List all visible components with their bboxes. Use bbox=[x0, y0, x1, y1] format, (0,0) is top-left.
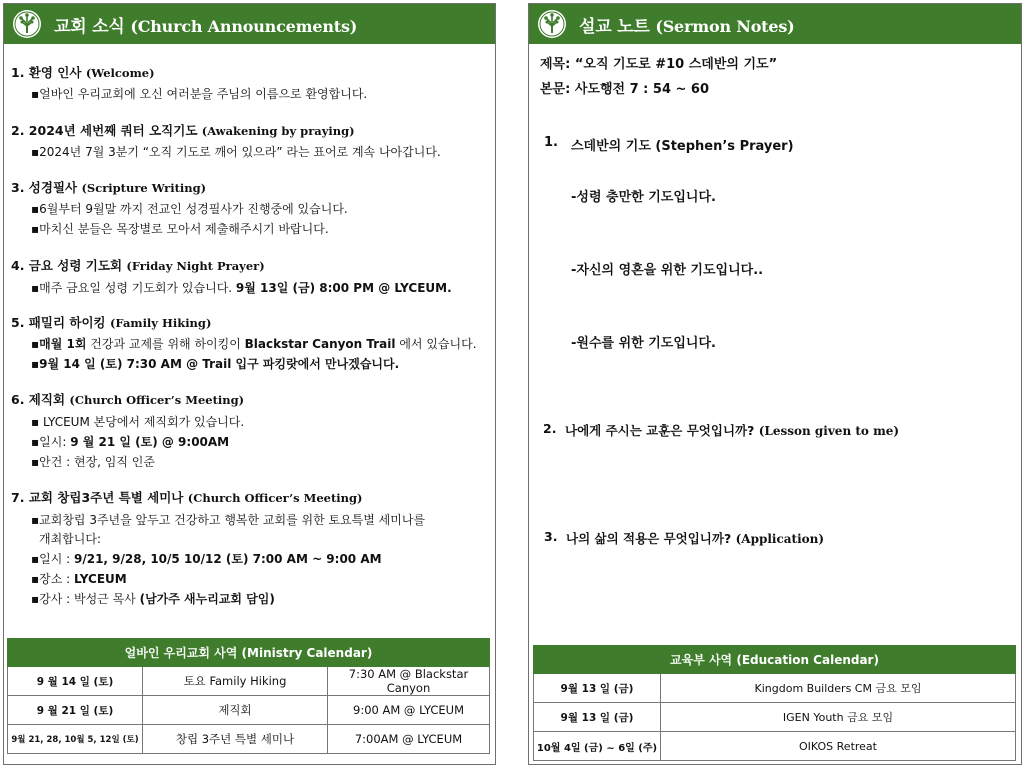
table-row bbox=[8, 696, 490, 725]
church-tree-logo-icon bbox=[537, 9, 567, 39]
bullet-item: ▪6월부터 9월말 까지 전교인 성경필사가 진행중에 있습니다. bbox=[31, 202, 348, 216]
question-2-number: 2. bbox=[543, 421, 557, 436]
section-title-en: (Church Officer’s Meeting) bbox=[187, 491, 363, 505]
bullet-text: 건강과 교제를 위해 하이킹이 bbox=[86, 337, 245, 351]
table-row bbox=[8, 725, 490, 754]
bullet-text: 안건 : 현장, 임직 인준 bbox=[39, 455, 155, 469]
bullet-text: LYCEUM 본당에서 제직회가 있습니다. bbox=[39, 415, 245, 429]
section-title-en: (Welcome) bbox=[85, 66, 155, 80]
ministry-calendar-table bbox=[7, 638, 490, 754]
question-text-ko: 나의 삶의 적용은 무엇입니까? bbox=[566, 531, 732, 546]
bullet-item: ▪교회창립 3주년을 앞두고 건강하고 행복한 교회를 위한 토요특별 세미나를 bbox=[31, 513, 426, 527]
bullet-bold-text: LYCEUM bbox=[74, 572, 127, 586]
sermon-notes-title-ko: 설교 노트 bbox=[579, 16, 650, 37]
section-title-en: (Friday Night Prayer) bbox=[126, 259, 265, 273]
calendar-event-cell: 제직회 bbox=[143, 696, 328, 725]
section-title-ko: 1. 환영 인사 bbox=[11, 65, 82, 80]
table-row bbox=[8, 667, 490, 696]
sermon-notes-title-en: (Sermon Notes) bbox=[655, 16, 795, 36]
bullet-item: ▪강사 : 박성근 목사 (남가주 새누리교회 담임) bbox=[31, 592, 275, 606]
announcements-title bbox=[54, 12, 357, 37]
announcements-title-ko: 교회 소식 bbox=[54, 16, 125, 37]
bullet-item: ▪매주 금요일 성령 기도회가 있습니다. 9월 13일 (금) 8:00 PM @ LYCEUM. bbox=[31, 281, 452, 295]
bullet-text: 일시 : bbox=[39, 552, 74, 566]
section-hiking-title bbox=[11, 313, 211, 331]
bullet-bold-text: 9/21, 9/28, 10/5 10/12 (토) 7:00 AM ~ 9:00 AM bbox=[74, 552, 382, 566]
bullet-text: 매주 금요일 성령 기도회가 있습니다. bbox=[39, 281, 236, 295]
bullet-item: ▪마치신 분들은 목장별로 모아서 제출해주시기 바랍니다. bbox=[31, 222, 329, 236]
announcements-title-en: (Church Announcements) bbox=[130, 16, 358, 36]
education-calendar-title: 교육부 사역 (Education Calendar) bbox=[534, 646, 1016, 674]
calendar-date-cell: 10월 4일 (금) ~ 6일 (주) bbox=[534, 732, 661, 761]
ministry-calendar-title: 얼바인 우리교회 사역 (Ministry Calendar) bbox=[8, 639, 490, 667]
calendar-date-cell: 9 월 14 일 (토) bbox=[8, 667, 143, 696]
calendar-event-cell: Kingdom Builders CM 금요 모임 bbox=[661, 674, 1016, 703]
bullet-text: 얼바인 우리교회에 오신 여러분을 주님의 이름으로 환영합니다. bbox=[39, 87, 368, 101]
bullet-text: 강사 : 박성근 목사 bbox=[39, 592, 140, 606]
table-row bbox=[534, 674, 1016, 703]
calendar-detail-cell: 9:00 AM @ LYCEUM bbox=[328, 696, 490, 725]
point-1-sub-3: -원수를 위한 기도입니다. bbox=[571, 336, 716, 351]
bullet-text: 개최합니다: bbox=[39, 532, 102, 546]
bullet-item: ▪2024년 7월 3분기 “오직 기도로 깨어 있으라” 라는 표어로 계속 나아갑니다. bbox=[31, 145, 441, 159]
calendar-event-cell: 창립 3주년 특별 세미나 bbox=[143, 725, 328, 754]
bullet-text: 장소 : bbox=[39, 572, 74, 586]
bullet-item: ▪ LYCEUM 본당에서 제직회가 있습니다. bbox=[31, 415, 245, 429]
question-3 bbox=[566, 529, 824, 547]
bullet-item: ▪장소 : LYCEUM bbox=[31, 572, 127, 586]
section-title-ko: 3. 성경필사 bbox=[11, 180, 78, 195]
question-text-en: (Application) bbox=[735, 532, 825, 546]
bullet-text: 일시: bbox=[39, 435, 71, 449]
bullet-bold-text: 9월 14 일 (토) 7:30 AM @ Trail 입구 파킹랏에서 만나겠습니다. bbox=[39, 357, 400, 371]
education-calendar-table bbox=[533, 645, 1016, 761]
bullet-text: 에서 있습니다. bbox=[395, 337, 477, 351]
calendar-date-cell: 9월 21, 28, 10월 5, 12일 (토) bbox=[8, 725, 143, 754]
section-scripture-title bbox=[11, 178, 206, 196]
section-title-en: (Scripture Writing) bbox=[81, 181, 207, 195]
calendar-event-cell: IGEN Youth 금요 모임 bbox=[661, 703, 1016, 732]
bullet-bold-text: 9월 13일 (금) 8:00 PM @ LYCEUM. bbox=[235, 281, 452, 295]
calendar-date-cell: 9월 13 일 (금) bbox=[534, 674, 661, 703]
announcements-header bbox=[4, 4, 495, 44]
calendar-date-cell: 9월 13 일 (금) bbox=[534, 703, 661, 732]
question-text-en: (Lesson given to me) bbox=[758, 424, 900, 438]
section-title-en: (Family Hiking) bbox=[109, 316, 212, 330]
calendar-header-row bbox=[8, 639, 490, 667]
point-1-number: 1. bbox=[544, 135, 558, 150]
sermon-notes-title bbox=[579, 12, 795, 37]
announcements-panel bbox=[3, 3, 496, 765]
point-1-heading: 스데반의 기도 (Stephen’s Prayer) bbox=[571, 139, 794, 154]
bullet-text: 교회창립 3주년을 앞두고 건강하고 행복한 교회를 위한 토요특별 세미나를 bbox=[39, 513, 426, 527]
church-tree-logo-icon bbox=[12, 9, 42, 39]
bullet-item: ▪얼바인 우리교회에 오신 여러분을 주님의 이름으로 환영합니다. bbox=[31, 87, 368, 101]
section-title-ko: 2. 2024년 세번째 쿼터 오직기도 bbox=[11, 123, 198, 138]
section-awakening-title bbox=[11, 121, 355, 139]
bullet-item: ▪안건 : 현장, 임직 인준 bbox=[31, 455, 155, 469]
sermon-notes-header bbox=[529, 4, 1021, 44]
section-seminar-title bbox=[11, 488, 363, 506]
question-text-ko: 나에게 주시는 교훈은 무엇입니까? bbox=[565, 423, 755, 438]
bullet-bold-text: (남가주 새누리교회 담임) bbox=[139, 592, 275, 606]
bullet-text: 6월부터 9월말 까지 전교인 성경필사가 진행중에 있습니다. bbox=[39, 202, 348, 216]
calendar-detail-cell: 7:30 AM @ Blackstar Canyon bbox=[328, 667, 490, 696]
section-friday-prayer-title bbox=[11, 256, 265, 274]
calendar-event-cell: OIKOS Retreat bbox=[661, 732, 1016, 761]
bullet-item: ▪매월 1회 건강과 교제를 위해 하이킹이 Blackstar Canyon Trail 에서 있습니다. bbox=[31, 337, 477, 351]
section-officers-meeting-title bbox=[11, 390, 244, 408]
section-title-ko: 7. 교회 창립3주년 특별 세미나 bbox=[11, 490, 184, 505]
bullet-item: ▪일시: 9 월 21 일 (토) @ 9:00AM bbox=[31, 435, 230, 449]
calendar-detail-cell: 7:00AM @ LYCEUM bbox=[328, 725, 490, 754]
bullet-text: 마치신 분들은 목장별로 모아서 제출해주시기 바랍니다. bbox=[39, 222, 329, 236]
section-welcome-title bbox=[11, 63, 155, 81]
bullet-bold-text: 9 월 21 일 (토) @ 9:00AM bbox=[70, 435, 230, 449]
calendar-header-row bbox=[534, 646, 1016, 674]
question-3-number: 3. bbox=[544, 529, 558, 544]
bullet-item: ▪9월 14 일 (토) 7:30 AM @ Trail 입구 파킹랏에서 만나겠습니다. bbox=[31, 357, 400, 371]
sermon-passage-line: 본문: 사도행전 7 : 54 ~ 60 bbox=[540, 82, 710, 97]
bullet-bold-text: Blackstar Canyon Trail bbox=[244, 337, 396, 351]
section-title-en: (Church Officer’s Meeting) bbox=[69, 393, 245, 407]
section-title-en: (Awakening by praying) bbox=[201, 124, 355, 138]
sermon-notes-panel bbox=[528, 3, 1022, 765]
bullet-item: ▪일시 : 9/21, 9/28, 10/5 10/12 (토) 7:00 AM ~ 9:00 AM bbox=[31, 552, 382, 566]
bullet-text: 2024년 7월 3분기 “오직 기도로 깨어 있으라” 라는 표어로 계속 나아갑니다. bbox=[39, 145, 441, 159]
question-2 bbox=[565, 421, 899, 439]
bullet-continuation bbox=[39, 530, 101, 547]
calendar-event-cell: 토요 Family Hiking bbox=[143, 667, 328, 696]
point-1-sub-1: -성령 충만한 기도입니다. bbox=[571, 190, 716, 205]
table-row bbox=[534, 732, 1016, 761]
section-title-ko: 5. 패밀리 하이킹 bbox=[11, 315, 106, 330]
sermon-title-line: 제목: “오직 기도로 #10 스데반의 기도” bbox=[540, 57, 778, 72]
section-title-ko: 4. 금요 성령 기도회 bbox=[11, 258, 123, 273]
point-1-sub-2: -자신의 영혼을 위한 기도입니다.. bbox=[571, 263, 764, 278]
calendar-date-cell: 9 월 21 일 (토) bbox=[8, 696, 143, 725]
table-row bbox=[534, 703, 1016, 732]
bullet-bold-text: 매월 1회 bbox=[39, 337, 87, 351]
section-title-ko: 6. 제직회 bbox=[11, 392, 66, 407]
